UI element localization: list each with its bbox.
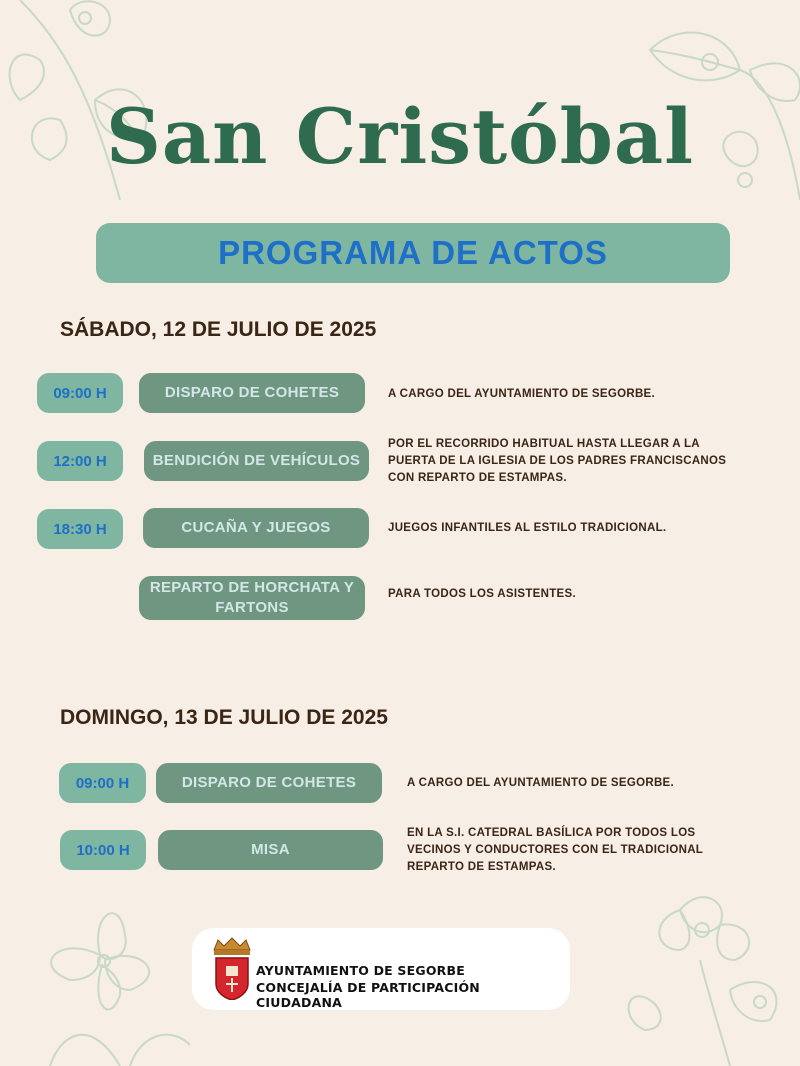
day-heading-saturday: SÁBADO, 12 DE JULIO DE 2025 (60, 318, 377, 341)
footer-line-2: CONCEJALÍA DE PARTICIPACIÓN CIUDADANA (256, 980, 480, 1010)
footer-card (192, 928, 570, 1010)
event-time: 09:00 H (59, 763, 146, 803)
segorbe-coat-of-arms-icon (212, 936, 252, 1000)
event-time: 18:30 H (37, 509, 123, 549)
event-activity: DISPARO DE COHETES (139, 373, 365, 413)
event-description: PARA TODOS LOS ASISTENTES. (388, 588, 576, 600)
event-activity: CUCAÑA Y JUEGOS (143, 508, 369, 548)
event-activity: MISA (158, 830, 383, 870)
event-description: A CARGO DEL AYUNTAMIENTO DE SEGORBE. (388, 388, 656, 400)
floral-decoration-bottom-left-icon (30, 895, 190, 1066)
event-description: A CARGO DEL AYUNTAMIENTO DE SEGORBE. (407, 777, 675, 789)
event-description: POR EL RECORRIDO HABITUAL HASTA LLEGAR A LA PUERTA DE LA IGLESIA DE LOS PADRES FRANCISCANOS CON REPARTO DE ESTAMPAS. (388, 438, 727, 484)
event-description: EN LA S.I. CATEDRAL BASÍLICA POR TODOS LOS VECINOS Y CONDUCTORES CON EL TRADICIONAL REPARTO DE ESTAMPAS. (407, 827, 703, 873)
event-activity: BENDICIÓN DE VEHÍCULOS (144, 441, 369, 481)
event-time: 09:00 H (37, 373, 123, 413)
event-description: JUEGOS INFANTILES AL ESTILO TRADICIONAL. (388, 522, 667, 534)
floral-decoration-bottom-right-icon (620, 890, 800, 1066)
event-time: 10:00 H (60, 830, 146, 870)
page-title: San Cristóbal (105, 92, 695, 181)
program-banner (96, 223, 730, 283)
program-banner-label: PROGRAMA DE ACTOS (218, 234, 608, 271)
event-time: 12:00 H (37, 441, 123, 481)
day-heading-sunday: DOMINGO, 13 DE JULIO DE 2025 (60, 706, 388, 729)
event-activity: DISPARO DE COHETES (156, 763, 382, 803)
event-activity: REPARTO DE HORCHATA Y FARTONS (139, 576, 365, 620)
footer-line-1: AYUNTAMIENTO DE SEGORBE (256, 963, 465, 978)
